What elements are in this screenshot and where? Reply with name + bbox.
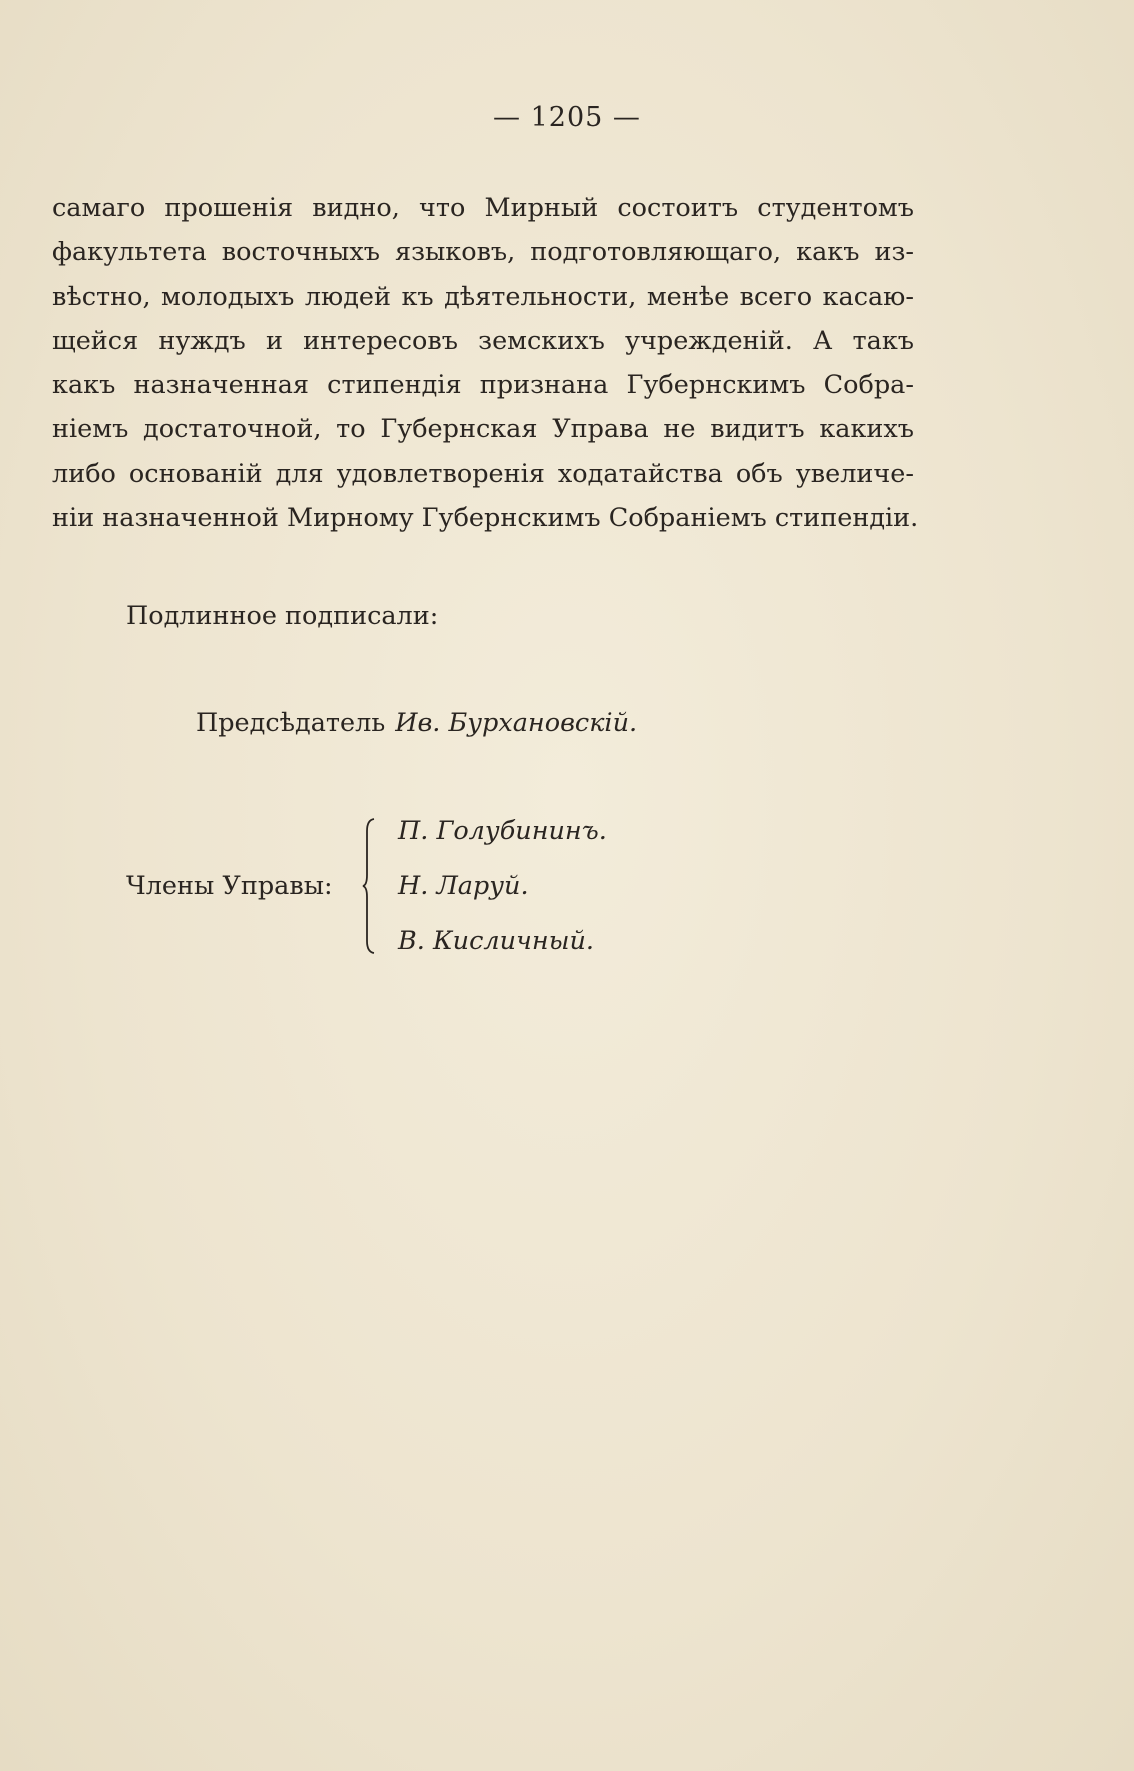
text-line: ніи назначенной Мирному Губернскимъ Собраніемъ стипендіи. <box>52 503 919 534</box>
text-line: либо основаній для удовлетворенія ходатайства объ увеличе- <box>52 458 914 489</box>
text-line: самаго прошенія видно, что Мирный состоитъ студентомъ <box>52 193 914 223</box>
member-name: П. Голубининъ. <box>398 816 607 846</box>
members-brace <box>362 817 376 955</box>
text-line: вѣстно, молодыхъ людей къ дѣятельности, менѣе всего касаю- <box>52 281 914 312</box>
member-name: В. Кисличный. <box>398 926 595 956</box>
text-line: какъ назначенная стипендія признана Губернскимъ Собра- <box>52 370 914 401</box>
text-line: факультета восточныхъ языковъ, подготовляющаго, какъ из- <box>52 237 914 268</box>
text-line: щейся нуждъ и интересовъ земскихъ учрежденій. А такъ <box>52 325 914 356</box>
member-name: Н. Ларуй. <box>398 871 529 901</box>
chairman-name: Ив. Бурхановскій. <box>395 708 638 738</box>
text-line: ніемъ достаточной, то Губернская Управа не видитъ какихъ <box>52 414 914 445</box>
chairman-signature <box>196 708 637 738</box>
body-paragraph <box>52 186 919 540</box>
page-number: — 1205 — <box>493 102 641 133</box>
members-label: Члены Управы: <box>126 871 333 901</box>
chairman-title: Предсѣдатель <box>196 708 386 738</box>
signed-label: Подлинное подписали: <box>126 601 439 631</box>
